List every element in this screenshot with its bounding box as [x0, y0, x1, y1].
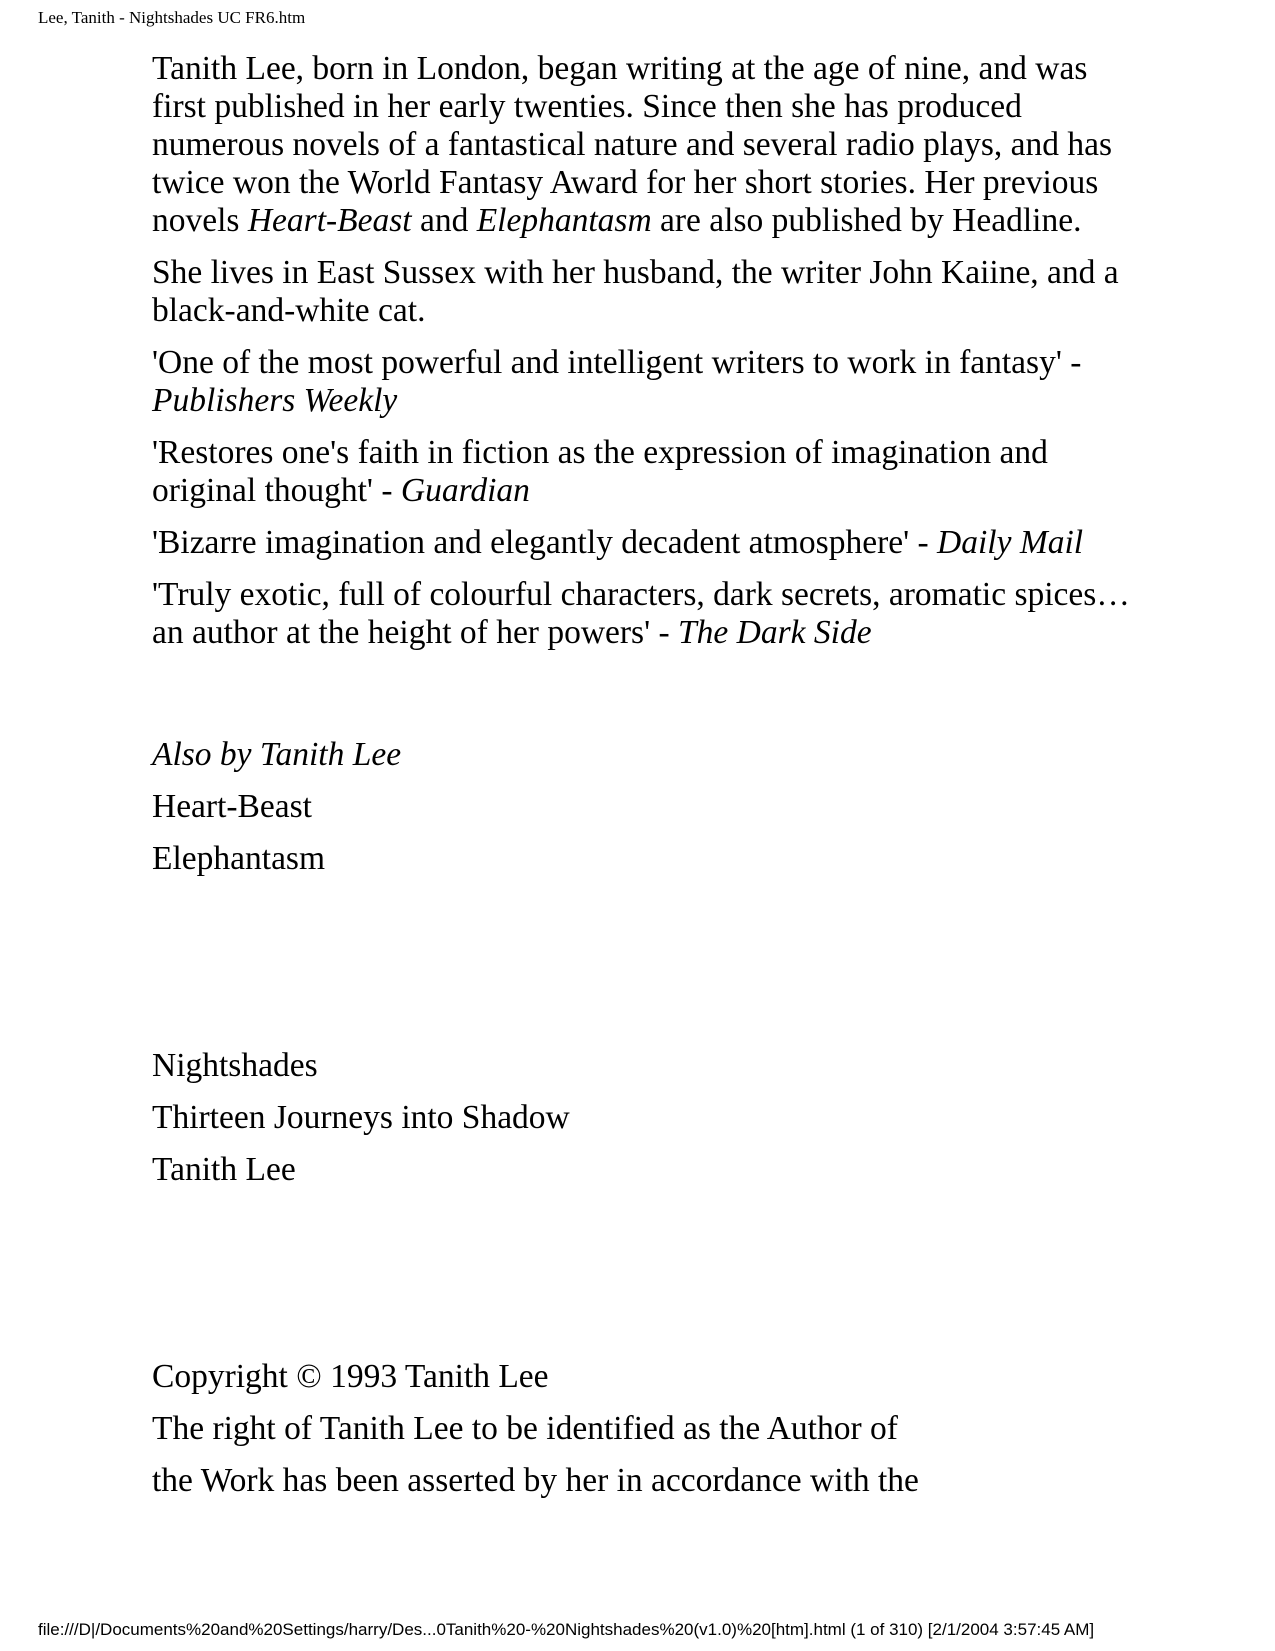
also-by-section: [152, 736, 1132, 878]
bio-text: are also published by Headline.: [651, 202, 1082, 239]
review-quote: [152, 434, 1132, 510]
also-by-title: Heart-Beast: [152, 788, 312, 825]
bio-text: and: [411, 202, 477, 239]
quote-text: 'One of the most powerful and intelligent writers to work in fantasy' -: [152, 344, 1082, 381]
spacer: [152, 1203, 1132, 1358]
quote-source: Guardian: [400, 472, 530, 509]
book-subtitle: Thirteen Journeys into Shadow: [152, 1099, 570, 1136]
quote-source: The Dark Side: [678, 614, 872, 651]
review-quote: [152, 344, 1132, 420]
also-by-heading: [152, 736, 1132, 774]
book-author: Tanith Lee: [152, 1151, 296, 1188]
book-title-elephantasm: Elephantasm: [476, 202, 652, 239]
bio-text: Tanith Lee, born in London, began writing at the age of nine, and was first published in her early twenties. Since then she has produced numerous novels of a fantastical nature and several radio plays, and has twice won the World Fantasy Award for her short stories. Her previous novels: [152, 50, 1113, 239]
also-by-title: Elephantasm: [152, 840, 326, 877]
title-page-section: [152, 1047, 1132, 1189]
copyright-section: [152, 1358, 1132, 1500]
spacer: [152, 666, 1132, 736]
quote-source: Daily Mail: [937, 524, 1084, 561]
quote-text: 'Restores one's faith in fiction as the expression of imagination and original thought' -: [152, 434, 1048, 509]
review-quote: [152, 524, 1132, 562]
quote-source: Publishers Weekly: [152, 382, 398, 419]
bio-paragraph-residence: She lives in East Sussex with her husband, the writer John Kaiine, and a black-and-white cat.: [152, 254, 1119, 329]
book-title-heart-beast: Heart-Beast: [247, 202, 412, 239]
document-body: [152, 50, 1132, 1514]
print-footer-path: file:///D|/Documents%20and%20Settings/harry/Des...0Tanith%20-%20Nightshades%20(v1.0)%20[htm].html (1 of 310) [2/1/2004 3:57:45 AM]: [38, 1620, 1095, 1639]
book-title: Nightshades: [152, 1047, 318, 1084]
spacer: [152, 892, 1132, 1047]
rights-line: The right of Tanith Lee to be identified as the Author of: [152, 1410, 898, 1447]
review-quote: [152, 576, 1132, 652]
bio-paragraph: [152, 50, 1132, 240]
also-by-heading-text: Also by Tanith Lee: [152, 736, 402, 773]
quote-text: 'Truly exotic, full of colourful characters, dark secrets, aromatic spices… an author at the height of her powers' -: [152, 576, 1130, 651]
copyright-line: Copyright © 1993 Tanith Lee: [152, 1358, 549, 1395]
print-header-title: Lee, Tanith - Nightshades UC FR6.htm: [38, 8, 306, 27]
rights-line: the Work has been asserted by her in accordance with the: [152, 1462, 919, 1499]
quote-text: 'Bizarre imagination and elegantly decadent atmosphere' -: [152, 524, 938, 561]
